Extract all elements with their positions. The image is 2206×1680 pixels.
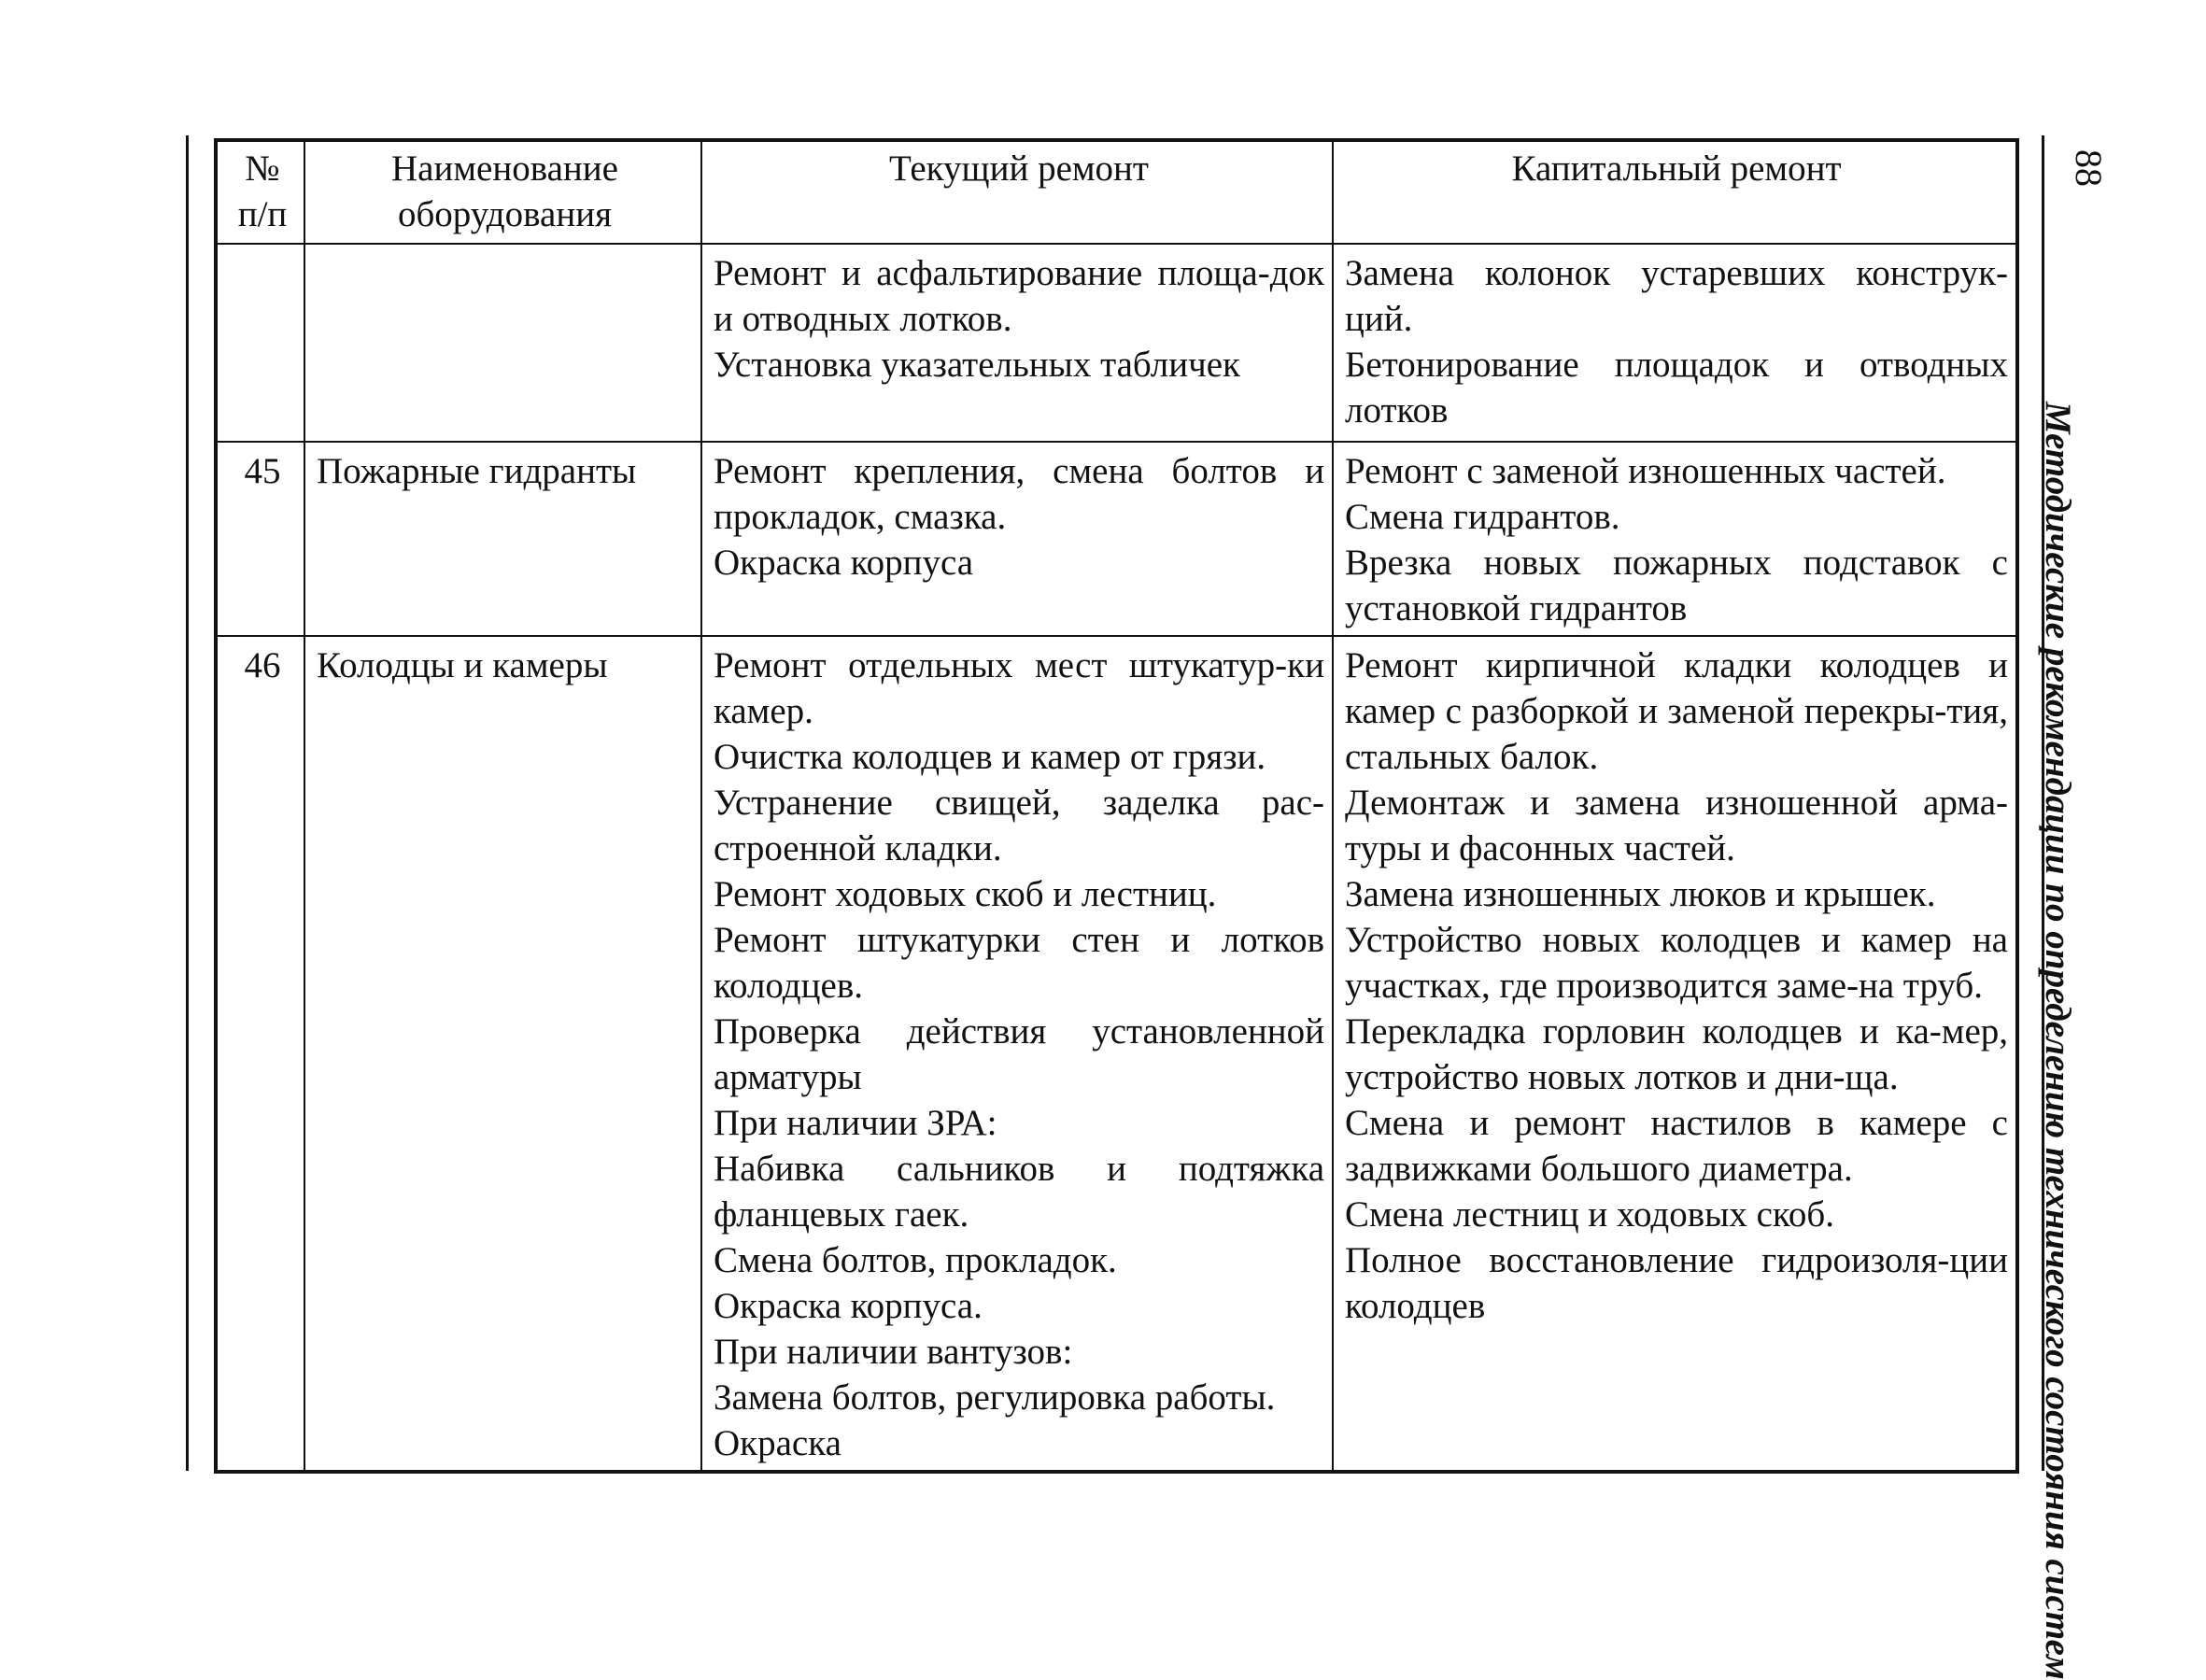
current-item: Окраска корпуса. [714, 1286, 983, 1326]
header-num [216, 140, 304, 244]
table-row [216, 442, 2017, 636]
page-number: 88 [2068, 149, 2110, 187]
table-header-row [216, 140, 2017, 244]
capital-item: Перекладка горловин колодцев и ка-мер, устройство новых лотков и дни-ща. [1345, 1011, 2008, 1097]
row-capital-repair [1333, 636, 2017, 1472]
current-item: Установка указательных табличек [714, 345, 1240, 385]
table-row [216, 636, 2017, 1472]
header-name [304, 140, 701, 244]
current-item: Ремонт штукатурки стен и лотков колодцев. [714, 920, 1324, 1006]
capital-item: Полное восстановление гидроизоля-ции колодцев [1345, 1240, 2008, 1326]
header-current: Текущий ремонт [701, 140, 1333, 244]
header-num-line1: № [245, 148, 280, 189]
header-name-line1: Наименование [391, 148, 618, 189]
row-num: 46 [216, 636, 304, 1472]
capital-item: Замена колонок устаревших конструк-ций. [1345, 253, 2008, 339]
current-item: Очистка колодцев и камер от грязи. [714, 737, 1266, 777]
current-item: Ремонт крепления, смена болтов и прокладок, смазка. [714, 451, 1324, 537]
capital-item: Ремонт с заменой изношенных частей. [1345, 451, 1946, 491]
capital-item: Демонтаж и замена изношенной арма-туры и фасонных частей. [1345, 783, 2008, 868]
current-item: При наличии ЗРА: [714, 1103, 997, 1143]
capital-item: Смена и ремонт настилов в камере с задвижками большого диаметра. [1345, 1103, 2008, 1189]
row-equipment-name: Пожарные гидранты [304, 442, 701, 636]
row-num: 45 [216, 442, 304, 636]
capital-item: Бетонирование площадок и отводных лотков [1345, 345, 2008, 431]
header-capital: Капитальный ремонт [1333, 140, 2017, 244]
current-item: Замена болтов, регулировка работы. [714, 1377, 1276, 1418]
capital-item: Врезка новых пожарных подставок с установкой гидрантов [1345, 543, 2008, 628]
row-equipment-name: Колодцы и камеры [304, 636, 701, 1472]
row-num [216, 244, 304, 442]
capital-item: Ремонт кирпичной кладки колодцев и камер с разборкой и заменой перекры-тия, стальных балок. [1345, 645, 2008, 777]
current-item: Ремонт и асфальтирование площа-док и отводных лотков. [714, 253, 1324, 339]
current-item: Проверка действия установленной арматуры [714, 1011, 1324, 1097]
current-item: Набивка сальников и подтяжка фланцевых гаек. [714, 1149, 1324, 1235]
row-current-repair [701, 442, 1333, 636]
running-head: Методические рекомендации по определению технического состояния систем [2038, 402, 2078, 1680]
header-name-line2: оборудования [397, 194, 613, 234]
capital-item: Замена изношенных люков и крышек. [1345, 874, 1936, 914]
current-item: Устранение свищей, заделка рас-строенной кладки. [714, 783, 1324, 868]
current-item: Смена болтов, прокладок. [714, 1240, 1117, 1280]
current-item: Окраска [714, 1423, 841, 1463]
capital-item: Устройство новых колодцев и камер на участках, где производится заме-на труб. [1345, 920, 2008, 1006]
current-item: Ремонт ходовых скоб и лестниц. [714, 874, 1217, 914]
row-current-repair [701, 244, 1333, 442]
current-item: Ремонт отдельных мест штукатур-ки камер. [714, 645, 1324, 731]
row-equipment-name [304, 244, 701, 442]
left-margin-rule [186, 135, 189, 1471]
row-capital-repair [1333, 442, 2017, 636]
capital-item: Смена лестниц и ходовых скоб. [1345, 1194, 1834, 1235]
capital-item: Смена гидрантов. [1345, 497, 1620, 537]
row-capital-repair [1333, 244, 2017, 442]
current-item: Окраска корпуса [714, 543, 974, 583]
row-current-repair [701, 636, 1333, 1472]
current-item: При наличии вантузов: [714, 1332, 1073, 1372]
table-row [216, 244, 2017, 442]
repair-table [214, 138, 2019, 1474]
header-num-line2: п/п [237, 194, 288, 234]
